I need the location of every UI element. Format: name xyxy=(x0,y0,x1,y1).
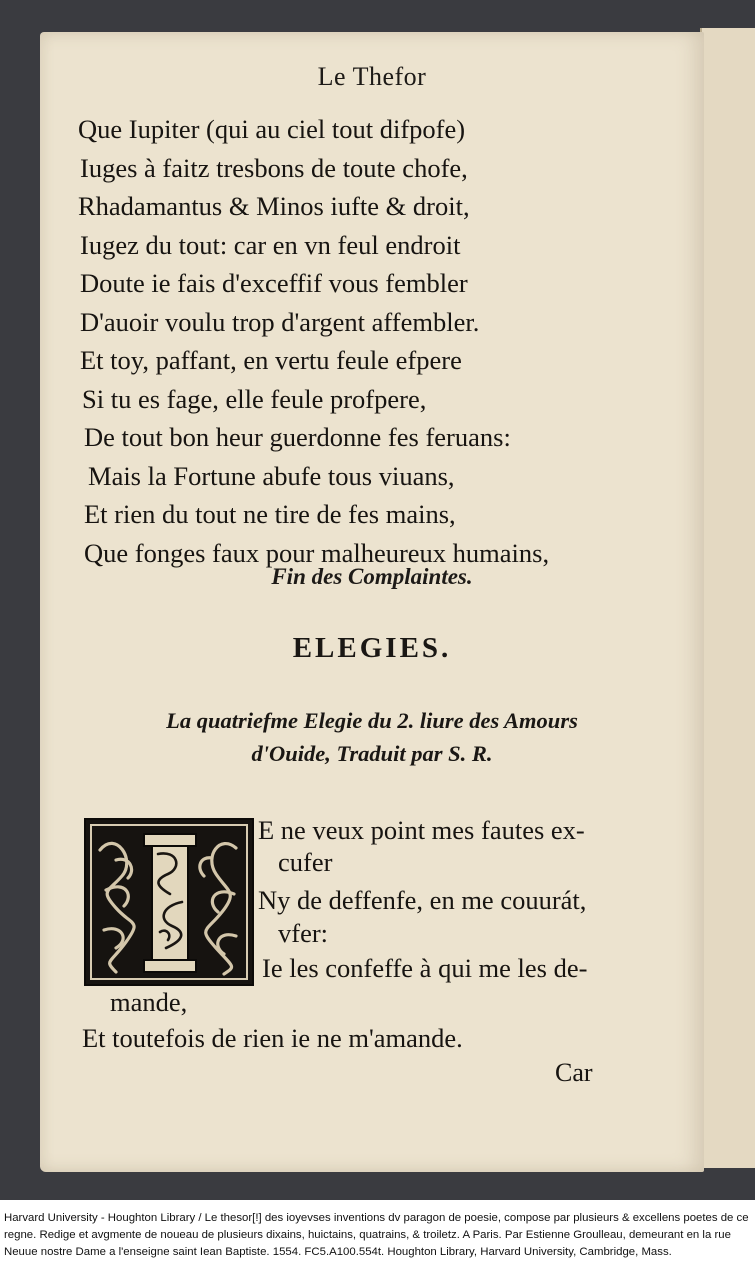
verse-line: De tout bon heur guerdonne fes feruans: xyxy=(84,422,511,452)
verse-line: Mais la Fortune abufe tous viuans, xyxy=(88,460,455,491)
verse-line: Iugez du tout: car en vn feul endroit xyxy=(80,229,461,260)
verse-block xyxy=(78,110,549,572)
verse-line: Doute ie fais d'exceffif vous fembler xyxy=(80,268,468,298)
running-head: Le Thefor xyxy=(317,62,427,91)
elegy-line: cufer xyxy=(278,847,333,877)
elegy-line: Ny de deffenfe, en me couurát, xyxy=(258,885,587,915)
elegy-subtitle-line: La quatriefme Elegie du 2. liure des Amours xyxy=(166,708,578,733)
verse-line: Que fonges faux pour malheureux humains, xyxy=(84,537,550,568)
ornamental-initial-icon xyxy=(84,818,254,986)
section-title: ELEGIES. xyxy=(292,632,452,664)
elegy-subtitle-line: d'Ouide, Traduit par S. R. xyxy=(251,741,493,766)
verse-line: Et rien du tout ne tire de fes mains, xyxy=(84,499,456,529)
end-of-complaints: Fin des Complaintes. xyxy=(271,564,473,589)
catchword: Car xyxy=(555,1058,593,1087)
elegy-line: Ie les confeffe à qui me les de- xyxy=(262,953,588,983)
verse-line: D'auoir voulu trop d'argent affembler. xyxy=(80,306,480,337)
facing-page xyxy=(700,28,755,1168)
verse-line: Et toy, paffant, en vertu feule efpere xyxy=(80,345,462,375)
elegy-line: mande, xyxy=(110,987,188,1017)
book-page xyxy=(40,32,704,1172)
elegy-subtitle xyxy=(40,704,704,770)
verse-line: Si tu es fage, elle feule profpere, xyxy=(82,383,427,414)
verse-line: Rhadamantus & Minos iufte & droit, xyxy=(78,191,470,221)
elegy-line: E ne veux point mes fautes ex- xyxy=(258,815,585,845)
elegy-line: vfer: xyxy=(278,918,329,948)
floral-ornament-icon xyxy=(86,820,252,984)
elegy-line: Et toutefois de rien ie ne m'amande. xyxy=(82,1023,463,1053)
verse-line: Que Iupiter (qui au ciel tout difpofe) xyxy=(78,114,466,144)
verse-line: Iuges à faitz tresbons de toute chofe, xyxy=(80,152,468,183)
image-caption: Harvard University - Houghton Library / Le thesor[!] des ioyevses inventions dv paragon de poesie, compose par plusieurs & excellens poetes de ce regne. Redige et avgmente de noueau de plusieurs dixains, huictains, quatrains, & troiletz. A Paris. Par Estienne Groulleau, demeurant en la rue Neuue nostre Dame a l'enseigne saint Iean Baptiste. 1554. FC5.A100.554t. Houghton Library, Harvard University, Cambridge, Mass. xyxy=(4,1212,749,1258)
